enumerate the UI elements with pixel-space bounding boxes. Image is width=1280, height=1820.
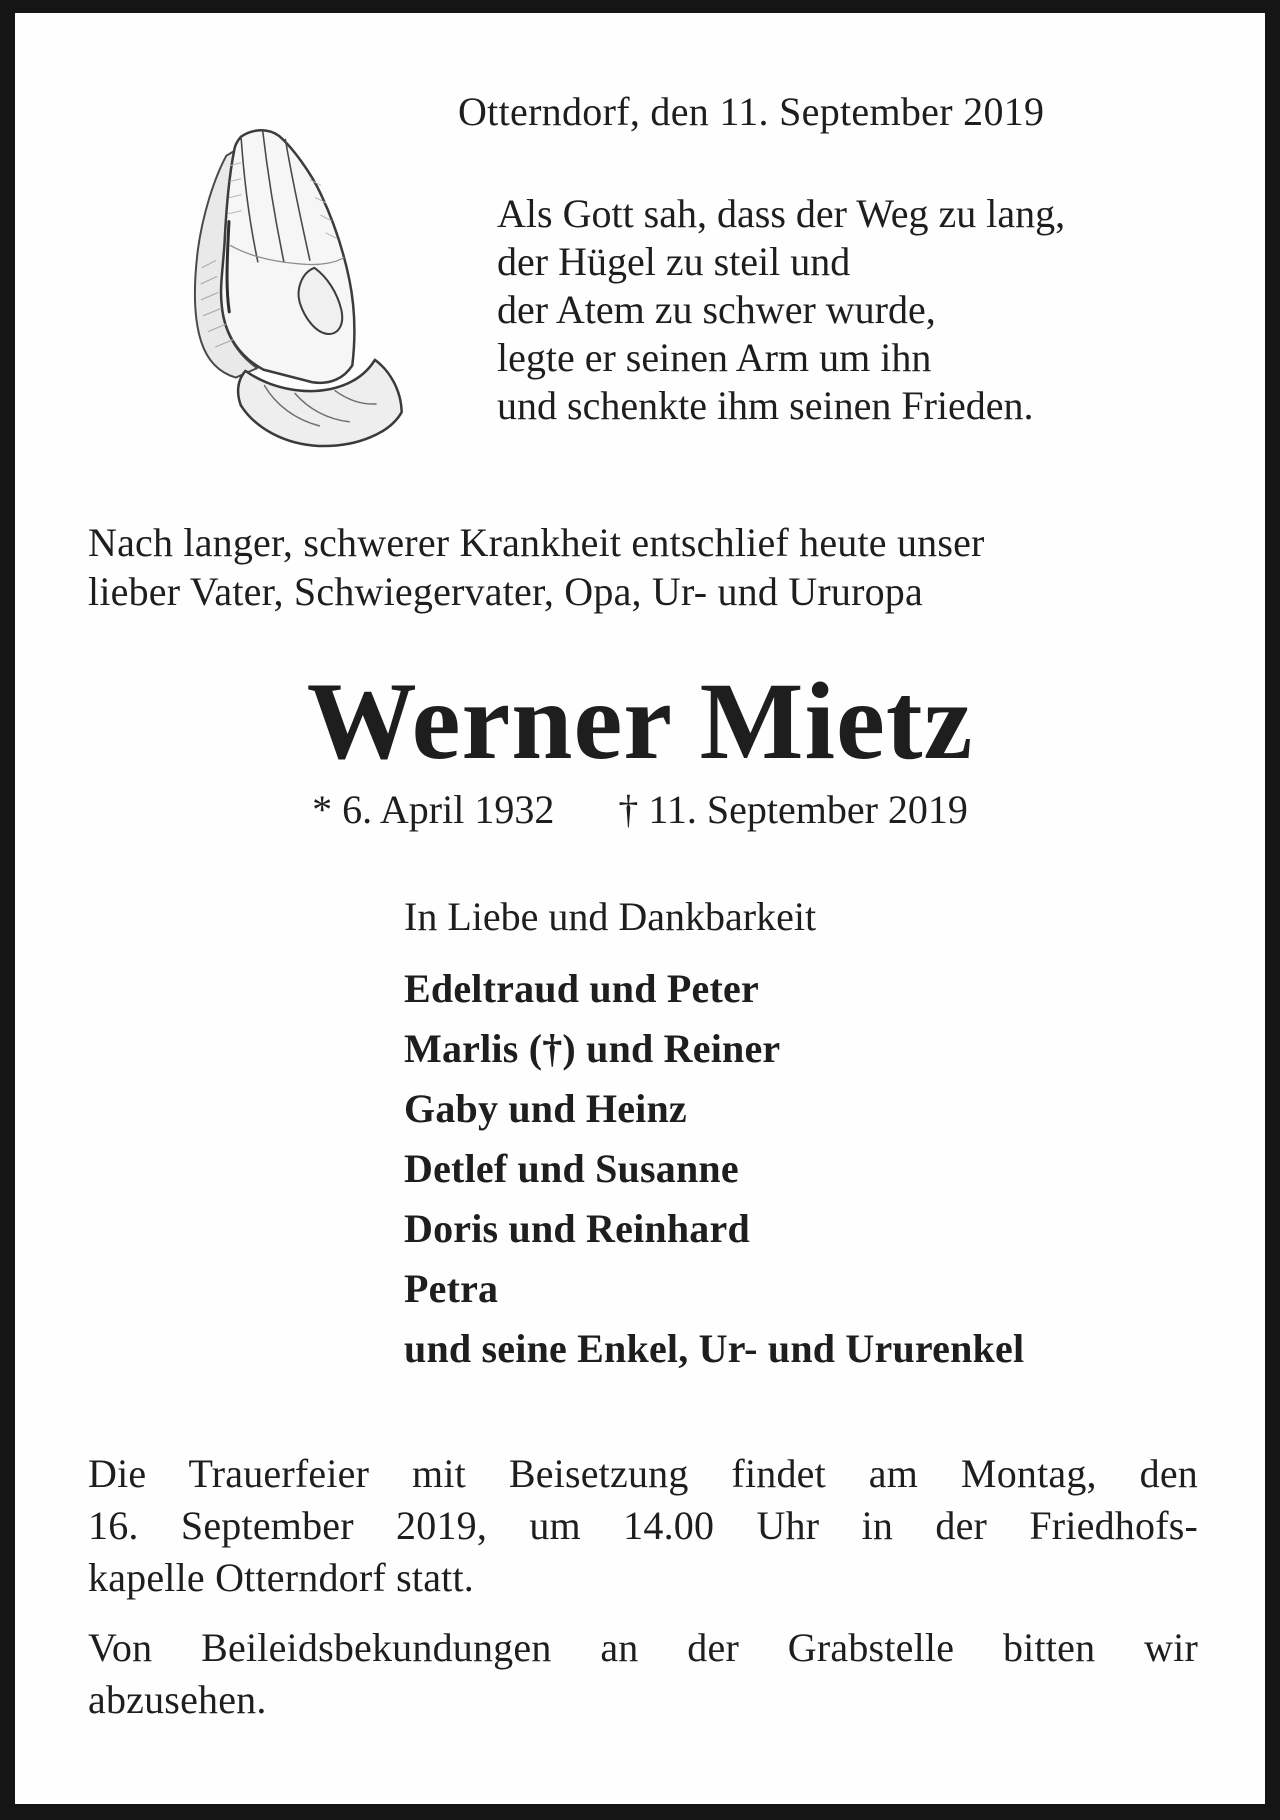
mourners-list-line: Detlef und Susanne [404,1146,739,1191]
closing-line: In Liebe und Dankbarkeit [404,894,817,939]
dateline: Otterndorf, den 11. September 2019 [458,89,1045,134]
mourners-list-line: Petra [404,1266,499,1311]
life-dates [16,786,1264,834]
memorial-poem-line: legte er seinen Arm um ihn [497,335,932,380]
intro-paragraph-line: lieber Vater, Schwiegervater, Opa, Ur- und Ururopa [88,569,923,614]
mourners-list [404,959,1024,1379]
mourners-list-line: Marlis (†) und Reiner [404,1026,781,1071]
intro-paragraph-line: Nach langer, schwerer Krankheit entschlief heute unser [88,520,985,565]
funeral-info-line: 16. September 2019, um 14.00 Uhr in der Friedhofs- [88,1503,1198,1548]
birth-date: * 6. April 1932 [312,787,555,832]
memorial-poem-line: Als Gott sah, dass der Weg zu lang, [497,191,1066,236]
mourners-list-line: Gaby und Heinz [404,1086,687,1131]
memorial-poem-line: und schenkte ihm seinen Frieden. [497,383,1034,428]
memorial-poem [497,190,1065,430]
praying-hands-image [148,122,420,460]
deceased-name: Werner Mietz [306,660,974,782]
intro-paragraph [88,518,985,616]
memorial-poem-line: der Atem zu schwer wurde, [497,287,936,332]
mourners-list-line: Doris und Reinhard [404,1206,750,1251]
praying-hands-drawing [148,122,420,460]
funeral-info [88,1448,1198,1604]
condolence-note-line: Von Beileidsbekundungen an der Grabstelle bitten wir [88,1625,1198,1670]
mourners-list-line: und seine Enkel, Ur- und Ururenkel [404,1326,1025,1371]
death-date: † 11. September 2019 [618,787,968,832]
mourners-list-line: Edeltraud und Peter [404,966,759,1011]
funeral-info-line: Die Trauerfeier mit Beisetzung findet am Montag, den [88,1451,1198,1496]
memorial-poem-line: der Hügel zu steil und [497,239,851,284]
condolence-note [88,1622,1198,1726]
condolence-note-line: abzusehen. [88,1677,267,1722]
funeral-info-line: kapelle Otterndorf statt. [88,1555,474,1600]
